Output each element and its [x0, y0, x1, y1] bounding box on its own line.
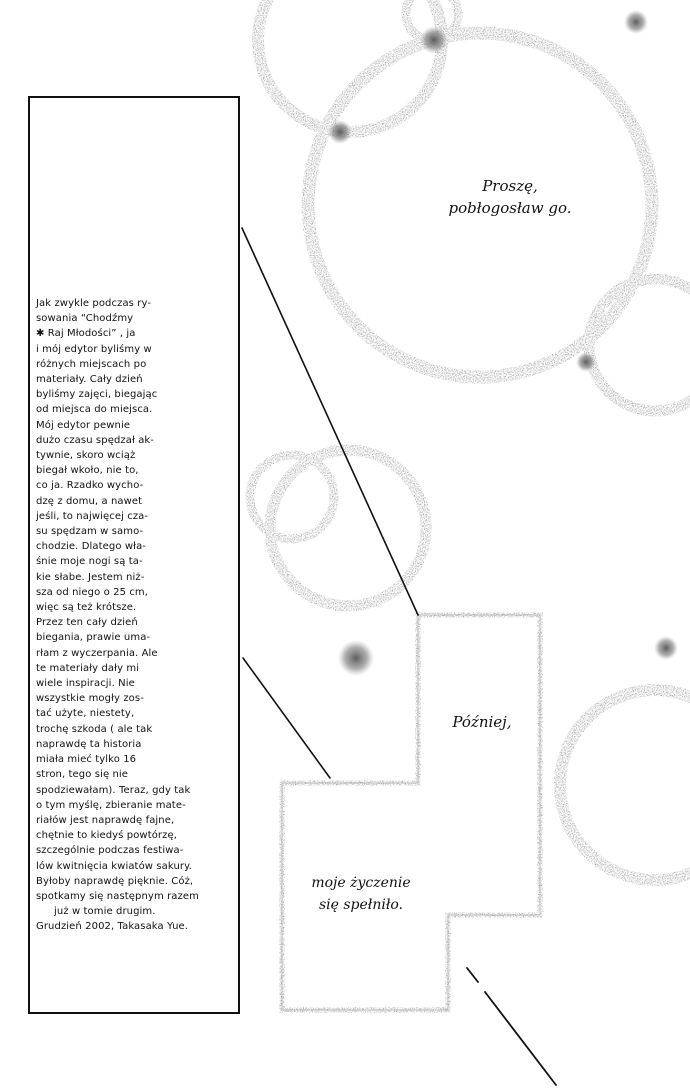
note-line: spotkamy się następnym razem: [36, 890, 199, 902]
note-line: co ja. Rzadko wycho-: [36, 480, 144, 492]
note-line: różnych miejscach po: [36, 358, 147, 370]
note-line: kie słabe. Jestem niż-: [36, 571, 145, 583]
note-line: Jak zwykle podczas ry-: [36, 298, 152, 309]
note-line: już w tomie drugim.: [54, 906, 156, 918]
note-line: tywnie, skoro wciąż: [36, 450, 136, 462]
note-line: dzę z domu, a nawet: [36, 495, 143, 507]
note-line: rłam z wyczerpania. Ale: [36, 647, 158, 659]
note-line: lów kwitnięcia kwiatów sakury.: [36, 860, 192, 872]
note-line: te materiały dały mi: [36, 662, 140, 674]
note-line: riałów jest naprawdę fajne,: [36, 814, 175, 826]
ring-top-left-arc: [258, 0, 442, 132]
note-line: dużo czasu spędzał ak-: [36, 434, 155, 446]
note-line: o tym myślę, zbieranie mate-: [36, 799, 186, 811]
note-line: stron, tego się nie: [36, 769, 129, 781]
note-line-signature: Grudzień 2002, Takasaka Yue.: [36, 921, 189, 933]
note-line: wiele inspiracji. Nie: [36, 678, 135, 690]
note-line: spodziewałam). Teraz, gdy tak: [36, 784, 191, 796]
note-line: Byłoby naprawdę pięknie. Cóż,: [36, 875, 194, 887]
note-line: su spędzam w samo-: [36, 526, 144, 538]
author-note-text: [36, 296, 236, 935]
note-line: jeśli, to najwięcej cza-: [36, 510, 149, 522]
note-line: miała mieć tylko 16: [36, 754, 137, 766]
speech-bubble-text-1: Proszę, pobłogosław go.: [448, 177, 572, 217]
note-line: i mój edytor byliśmy w: [36, 343, 152, 355]
cross-panel: [282, 615, 540, 1010]
note-line: szczególnie podczas festiwa-: [36, 845, 184, 857]
note-line: od miejsca do miejsca.: [36, 404, 153, 416]
speech-bubble-text-3: moje życzenie się spełniło.: [311, 875, 411, 913]
note-line: sza od niego o 25 cm,: [36, 586, 149, 598]
note-line: więc są też krótsze.: [36, 602, 137, 614]
note-line: Mój edytor pewnie: [36, 419, 131, 431]
note-line: chętnie to kiedyś powtórzę,: [36, 830, 178, 842]
note-line: Przez ten cały dzień: [36, 617, 138, 629]
note-line: sowania “Chodźmy: [36, 313, 134, 325]
note-line: naprawdę ta historia: [36, 738, 142, 750]
note-line: trochę szkoda ( ale tak: [36, 723, 153, 735]
note-line: biegania, prawie uma-: [36, 632, 151, 644]
note-line: byliśmy zajęci, biegając: [36, 389, 158, 401]
note-line: wszystkie mogły zos-: [36, 693, 144, 705]
note-line: biegał wkoło, nie to,: [36, 465, 139, 477]
note-line: materiały. Cały dzień: [36, 374, 143, 386]
note-line: tać użyte, niestety,: [36, 708, 135, 720]
note-line: ✱ Raj Młodości” , ja: [36, 328, 136, 340]
author-note-panel: [28, 96, 240, 1014]
note-line: śnie moje nogi są ta-: [36, 556, 143, 568]
note-line: chodzie. Dlatego wła-: [36, 541, 147, 553]
ring-right-lower: [560, 690, 690, 880]
ring-right-mid: [589, 279, 690, 411]
speech-bubble-text-2: Później,: [452, 713, 512, 731]
